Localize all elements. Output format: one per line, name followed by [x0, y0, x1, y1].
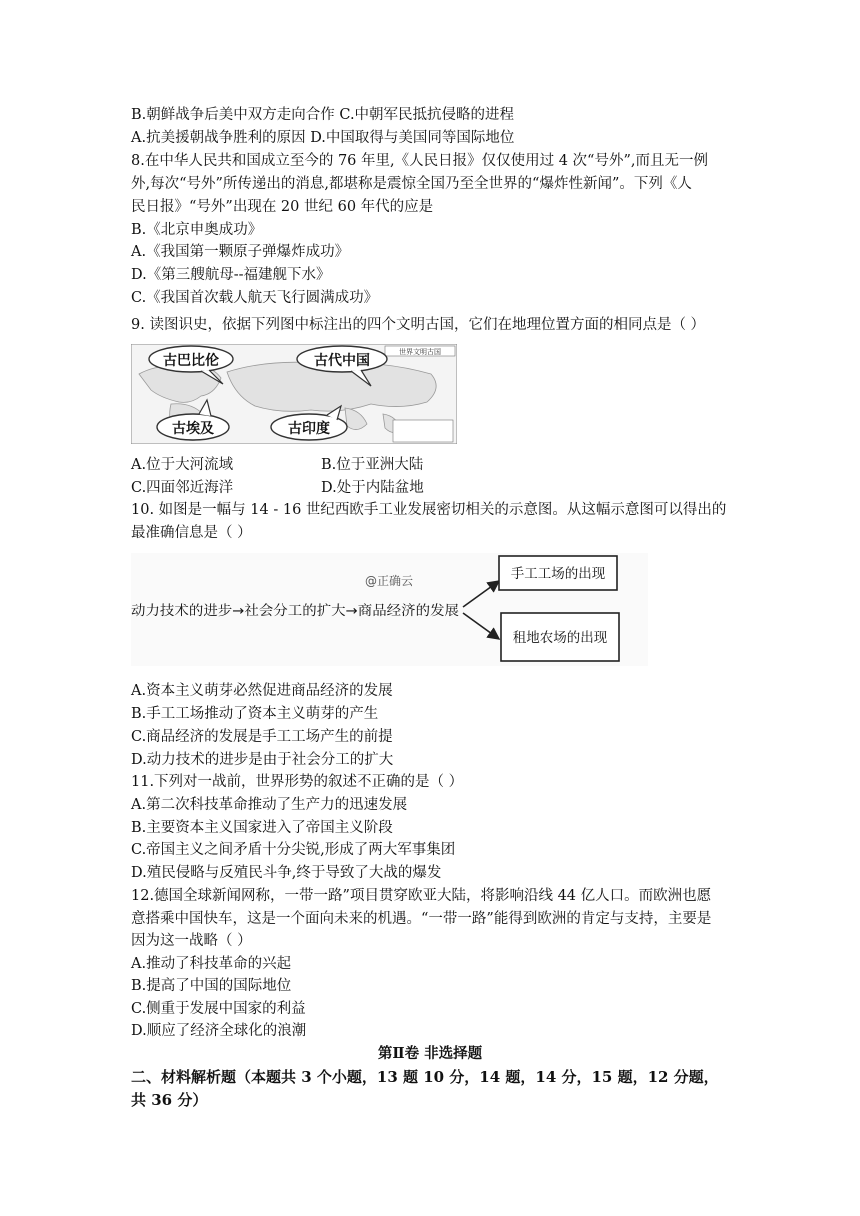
q9-option-d: D.处于内陆盆地 — [321, 480, 424, 496]
part-two-title: 第Ⅱ卷 非选择题 — [377, 1045, 483, 1062]
q9-option-a: A.位于大河流域 — [131, 457, 234, 473]
q10-stem-line-2: 最准确信息是（ ） — [131, 525, 252, 541]
q8-option-a: A.《我国第一颗原子弹爆炸成功》 — [131, 244, 350, 260]
q11-option-c: C.帝国主义之间矛盾十分尖锐,形成了两大军事集团 — [131, 842, 456, 858]
label-india: 古印度 — [288, 421, 330, 437]
q10-option-b: B.手工工场推动了资本主义萌芽的产生 — [131, 706, 379, 722]
q9-options-row-2 — [131, 477, 424, 499]
flow-box-bottom: 租地农场的出现 — [512, 630, 608, 646]
q10-option-c: C.商品经济的发展是手工工场产生的前提 — [131, 729, 393, 745]
q9-option-b: B.位于亚洲大陆 — [321, 457, 424, 473]
flow-watermark: @正确云 — [364, 574, 414, 588]
q12-stem-line-1: 12.德国全球新闻网称，一带一路”项目贯穿欧亚大陆，将影响沿线 44 亿人口。而欧洲也愿 — [131, 888, 712, 904]
section-heading-line-2: 共 36 分） — [131, 1091, 208, 1109]
q9-stem: 9. 读图识史，依据下列图中标注出的四个文明古国，它们在地理位置方面的相同点是（ ） — [131, 317, 706, 333]
q12-stem-line-2: 意搭乘中国快车，这是一个面向未来的机遇。“一带一路”能得到欧洲的肯定与支持，主要是 — [131, 911, 712, 927]
map-title: 世界文明古国 — [399, 348, 441, 356]
q12-option-b: B.提高了中国的国际地位 — [131, 978, 292, 994]
flow-chain: 动力技术的进步→社会分工的扩大→商品经济的发展 — [131, 603, 438, 619]
q8-option-b: B.《北京申奥成功》 — [131, 222, 263, 238]
q8-stem-line-3: 民日报》“号外”出现在 20 世纪 60 年代的应是 — [131, 199, 434, 215]
q10-option-d: D.动力技术的进步是由于社会分工的扩大 — [131, 752, 394, 768]
q7-options-b-c: B.朝鲜战争后美中双方走向合作 C.中朝军民抵抗侵略的进程 — [131, 107, 515, 123]
q11-option-b: B.主要资本主义国家进入了帝国主义阶段 — [131, 820, 393, 836]
q12-option-a: A.推动了科技革命的兴起 — [131, 956, 292, 972]
label-china: 古代中国 — [314, 353, 370, 369]
section-heading-line-1: 二、材料解析题（本题共 3 个小题，13 题 10 分，14 题，14 分，15 题，12 分题， — [131, 1068, 719, 1086]
label-babylon: 古巴比伦 — [163, 353, 219, 369]
q8-stem-line-1: 8.在中华人民共和国成立至今的 76 年里,《人民日报》仅仅使用过 4 次“号外”,而且无一例 — [131, 153, 708, 169]
flow-box-top: 手工工场的出现 — [510, 566, 606, 582]
q8-stem-line-2: 外,每次“号外”所传递出的消息,都堪称是震惊全国乃至全世界的“爆炸性新闻”。下列《人 — [131, 176, 692, 192]
economy-flow-diagram — [131, 553, 648, 666]
q9-option-c: C.四面邻近海洋 — [131, 480, 234, 496]
q11-option-d: D.殖民侵略与反殖民斗争,终于导致了大战的爆发 — [131, 865, 442, 881]
q11-option-a: A.第二次科技革命推动了生产力的迅速发展 — [131, 797, 408, 813]
civilizations-map-figure — [131, 344, 457, 444]
q7-options-a-d: A.抗美援朝战争胜利的原因 D.中国取得与美国同等国际地位 — [131, 130, 515, 146]
q12-option-c: C.侧重于发展中国家的利益 — [131, 1001, 306, 1017]
q12-option-d: D.顺应了经济全球化的浪潮 — [131, 1023, 307, 1039]
q11-stem: 11.下列对一战前，世界形势的叙述不正确的是（ ） — [131, 774, 464, 790]
q10-stem-line-1: 10. 如图是一幅与 14 - 16 世纪西欧手工业发展密切相关的示意图。从这幅示意图可以得出的 — [131, 502, 727, 518]
q9-options-row-1 — [131, 454, 423, 476]
q8-option-c: C.《我国首次载人航天飞行圆满成功》 — [131, 290, 379, 306]
q10-option-a: A.资本主义萌芽必然促进商品经济的发展 — [131, 683, 393, 699]
q12-stem-line-3: 因为这一战略（ ） — [131, 933, 252, 949]
q8-option-d: D.《第三艘航母--福建舰下水》 — [131, 267, 331, 283]
label-egypt: 古埃及 — [172, 421, 214, 437]
